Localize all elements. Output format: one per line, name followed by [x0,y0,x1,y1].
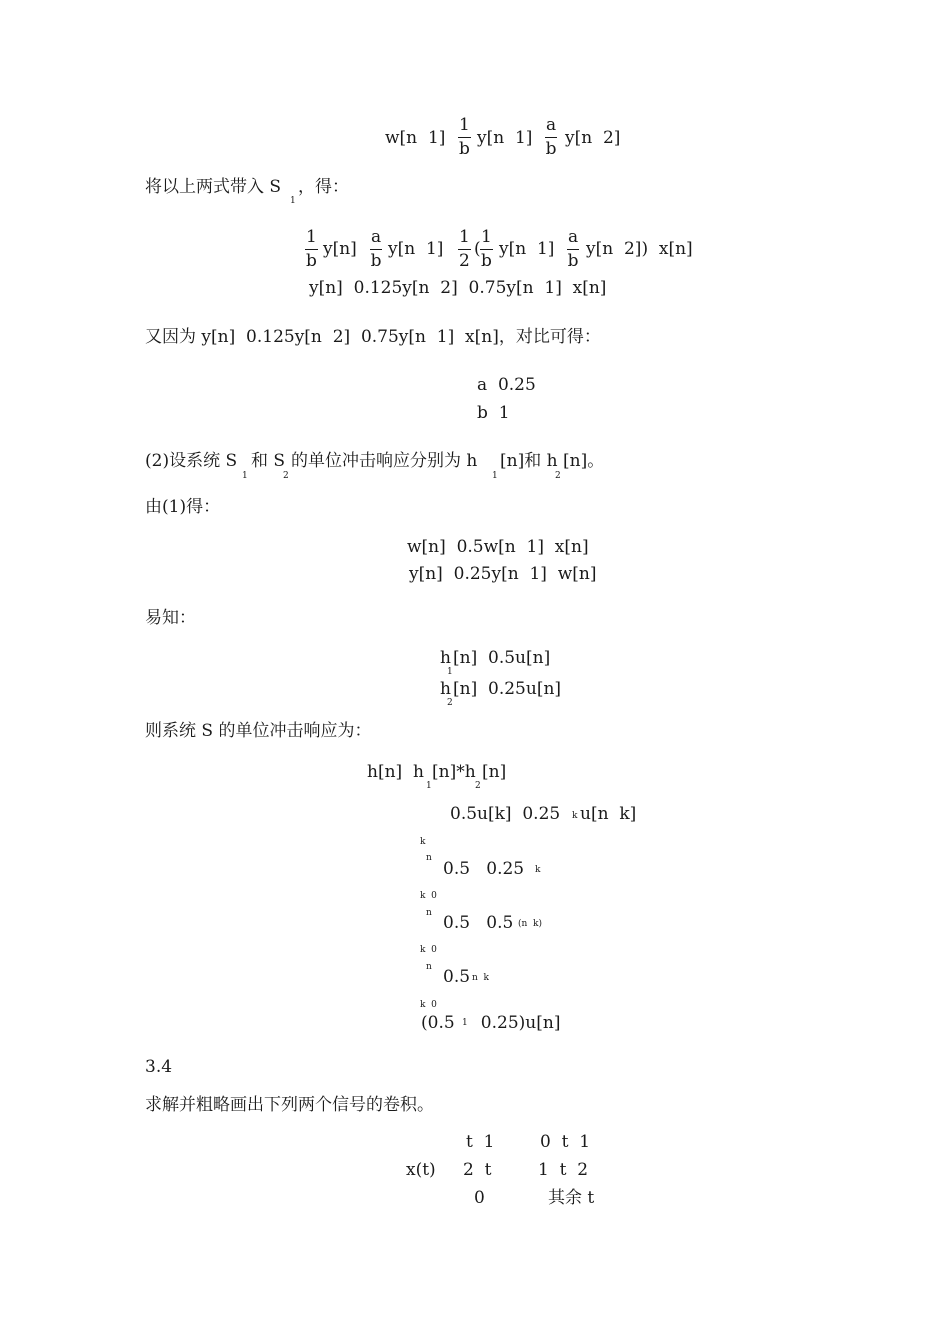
superscript: k [572,811,578,821]
superscript: 1 [462,1018,468,1028]
sum-limit: n [426,908,432,918]
subscript: 2 [555,471,561,481]
fraction: $\frac{1}{b}$ [458,115,470,159]
equation-y: y[n] 0.25y[n 1] w[n] [409,564,597,584]
sum-limit: k 0 [420,1000,437,1010]
sum-limit: k [420,837,426,847]
superscript: (n k) [518,919,542,929]
eq2-term: y[n 2]) x[n] [586,239,693,259]
answer-b: b 1 [477,403,510,423]
sum-limit: k 0 [420,891,437,901]
subscript: 2 [447,698,453,708]
equation-y-recursion: y[n] 0.125y[n 2] 0.75y[n 1] x[n] [309,278,607,298]
subscript: 2 [475,781,481,791]
fraction: $\frac{a}{b}$ [370,227,382,271]
eq1-term: w[n 1] [385,128,446,148]
para1-text: 将以上两式带入 S [145,177,282,197]
paragraph-easy: 易知： [145,608,196,628]
fraction: $\frac{1}{b}$ [305,227,317,271]
paragraph-system-response: 则系统 S 的单位冲击响应为： [145,721,372,741]
equation-w: w[n] 0.5w[n 1] x[n] [407,537,589,557]
paragraph-compare: 又因为 y[n] 0.125y[n 2] 0.75y[n 1] x[n]，对比可得： [145,327,601,347]
subscript: 1 [492,471,498,481]
superscript: k [535,865,541,875]
fraction: $\frac{1}{2}$ [459,227,470,271]
section-number: 3.4 [145,1057,173,1077]
fraction: $\frac{a}{b}$ [545,115,557,159]
sum-limit: n [426,853,432,863]
subscript: 2 [283,471,289,481]
superscript: n k [472,973,489,983]
subscript: 1 [290,196,296,206]
sum-limit: n [426,962,432,972]
paragraph-from-1: 由(1)得： [145,497,221,517]
answer-a: a 0.25 [477,375,536,395]
eq2-term: y[n 1] [388,239,444,259]
subscript: 1 [426,781,432,791]
fraction: $\frac{1}{b}$ [480,227,492,271]
eq2-term: y[n 1] [499,239,555,259]
subscript: 1 [447,667,453,677]
subscript: 1 [242,471,248,481]
eq2-term: y[n] [323,239,357,259]
para1-tail: ，得： [298,177,349,197]
eq1-term: y[n 2] [565,128,621,148]
problem-statement: 求解并粗略画出下列两个信号的卷积。 [145,1095,434,1115]
sum-limit: k 0 [420,945,437,955]
fraction: $\frac{a}{b}$ [567,227,579,271]
eq1-term: y[n 1] [477,128,533,148]
open-paren: ( [474,239,481,259]
